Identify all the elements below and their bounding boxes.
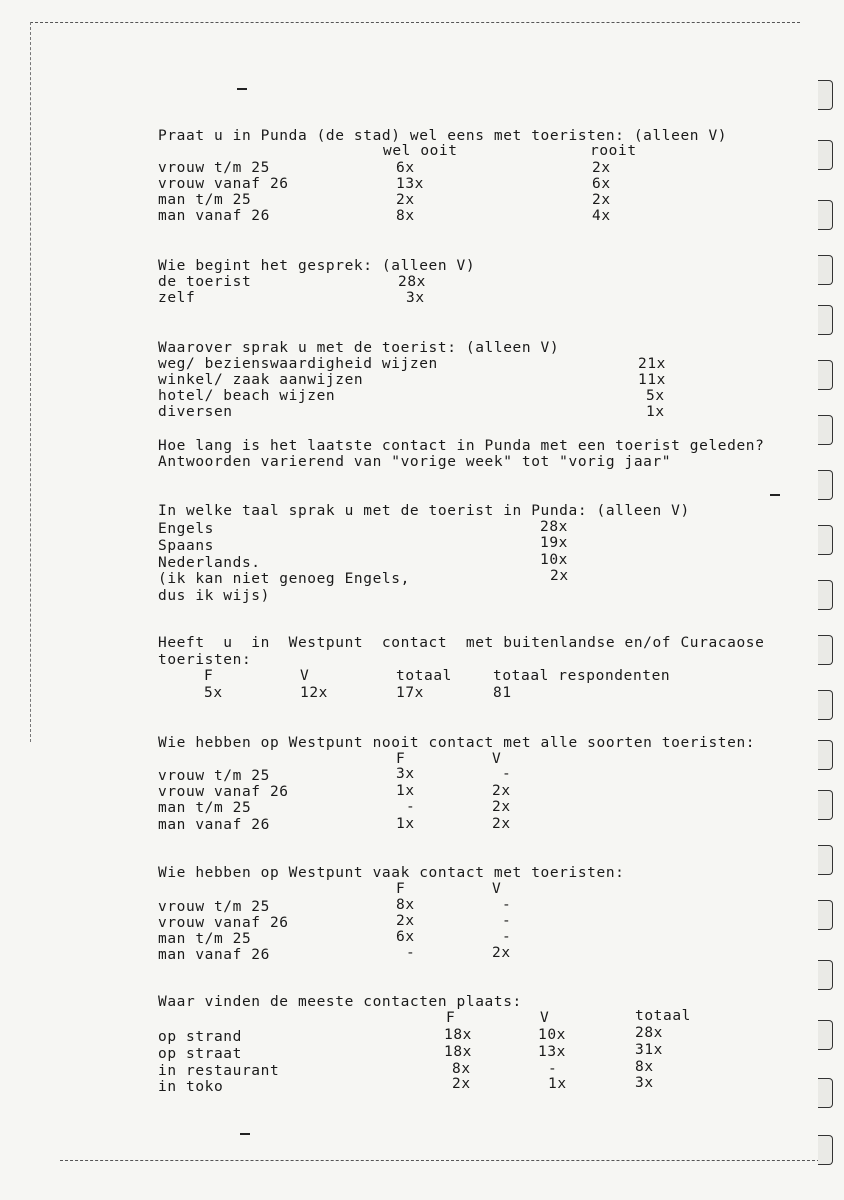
q8-title: Wie hebben op Westpunt vaak contact met toeristen: [158, 865, 625, 881]
q8-row-value: 2x [492, 945, 511, 961]
q3-row-value: 1x [646, 404, 665, 420]
q2-row-value: 3x [406, 290, 425, 306]
q9-row-label: in restaurant [158, 1063, 280, 1079]
q8-row-label: man vanaf 26 [158, 947, 270, 963]
binder-ring [818, 200, 833, 230]
top-border [30, 22, 800, 23]
q7-row-label: man vanaf 26 [158, 817, 270, 833]
q5-row-label: (ik kan niet genoeg Engels, [158, 571, 410, 587]
binder-ring [818, 525, 833, 555]
q7-row-value: 2x [492, 783, 511, 799]
q8-row-value: - [502, 897, 512, 913]
q1-row-value: 13x [396, 176, 424, 192]
q1-row-value: 2x [592, 160, 611, 176]
q9-col-totaal: totaal [635, 1008, 691, 1024]
q7-row-value: - [406, 799, 416, 815]
q8-row-value: 8x [396, 897, 415, 913]
q7-row-label: vrouw t/m 25 [158, 768, 270, 784]
q2-title: Wie begint het gesprek: (alleen V) [158, 258, 476, 274]
q7-row-value: - [502, 766, 512, 782]
q5-title: In welke taal sprak u met de toerist in Punda: (alleen V) [158, 503, 690, 519]
q5-row-value: 10x [540, 552, 568, 568]
q8-row-value: 2x [396, 913, 415, 929]
binder-ring [818, 140, 833, 170]
q1-row-value: 6x [396, 160, 415, 176]
q6-value: 81 [493, 685, 512, 701]
q6-line2: toeristen: [158, 652, 252, 668]
binder-ring [818, 1135, 833, 1165]
q5-row-value: 2x [550, 568, 569, 584]
q6-line1: Heeft u in Westpunt contact met buitenlandse en/of Curacaose [158, 635, 765, 651]
q8-row-value: - [406, 945, 416, 961]
q6-header: F [204, 668, 214, 684]
q6-value: 5x [204, 685, 223, 701]
q5-row-label: Nederlands. [158, 555, 261, 571]
q6-header: totaal respondenten [493, 668, 671, 684]
q8-row-value: - [502, 913, 512, 929]
q9-row-value: 1x [548, 1076, 567, 1092]
binder-ring [818, 740, 833, 770]
q7-row-label: man t/m 25 [158, 800, 252, 816]
q1-row-value: 2x [396, 192, 415, 208]
q8-row-label: vrouw t/m 25 [158, 899, 270, 915]
q5-row-value: 19x [540, 535, 568, 551]
q9-row-value: 18x [444, 1044, 472, 1060]
q9-row-value: 31x [635, 1042, 663, 1058]
q6-value: 12x [300, 685, 328, 701]
bottom-border [60, 1160, 820, 1161]
q2-row-value: 28x [398, 274, 426, 290]
q8-col-f: F [396, 881, 406, 897]
binder-ring [818, 790, 833, 820]
q9-row-value: 13x [538, 1044, 566, 1060]
binder-ring [818, 80, 833, 110]
q9-row-value: 3x [635, 1075, 654, 1091]
q9-row-label: in toko [158, 1079, 224, 1095]
binder-ring [818, 580, 833, 610]
q7-col-f: F [396, 751, 406, 767]
binder-ring [818, 690, 833, 720]
side-mark [770, 494, 780, 496]
q8-row-value: - [502, 929, 512, 945]
q1-row-label: man t/m 25 [158, 192, 252, 208]
bottom-mark [240, 1133, 250, 1135]
q8-row-label: vrouw vanaf 26 [158, 915, 289, 931]
q3-row-value: 11x [638, 372, 666, 388]
q1-row-value: 8x [396, 208, 415, 224]
q9-row-label: op straat [158, 1046, 242, 1062]
q8-row-label: man t/m 25 [158, 931, 252, 947]
q5-row-label: Spaans [158, 538, 214, 554]
q7-row-value: 2x [492, 816, 511, 832]
binder-ring [818, 1078, 833, 1108]
q9-row-label: op strand [158, 1029, 242, 1045]
binder-ring [818, 415, 833, 445]
q7-row-value: 1x [396, 783, 415, 799]
q9-row-value: 8x [452, 1061, 471, 1077]
q7-row-value: 3x [396, 766, 415, 782]
q3-row-label: diversen [158, 404, 233, 420]
q6-value: 17x [396, 685, 424, 701]
q8-row-value: 6x [396, 929, 415, 945]
q7-title: Wie hebben op Westpunt nooit contact met alle soorten toeristen: [158, 735, 756, 751]
q6-header: totaal [396, 668, 452, 684]
q4-line2: Antwoorden varierend van "vorige week" tot "vorig jaar" [158, 454, 672, 470]
binder-ring [818, 845, 833, 875]
q1-col-wel-ooit: wel ooit [383, 143, 458, 159]
binder-ring [818, 635, 833, 665]
q1-row-label: man vanaf 26 [158, 208, 270, 224]
q7-row-label: vrouw vanaf 26 [158, 784, 289, 800]
binder-ring [818, 1020, 833, 1050]
q3-row-label: winkel/ zaak aanwijzen [158, 372, 364, 388]
q7-row-value: 2x [492, 799, 511, 815]
q1-col-rooit: rooit [590, 143, 637, 159]
q7-col-v: V [492, 751, 502, 767]
q9-row-value: 2x [452, 1076, 471, 1092]
q3-row-label: hotel/ beach wijzen [158, 388, 336, 404]
q1-row-value: 6x [592, 176, 611, 192]
q9-col-f: F [446, 1010, 456, 1026]
q5-row-label: Engels [158, 521, 214, 537]
binder-ring [818, 960, 833, 990]
q6-header: V [300, 668, 310, 684]
q1-row-label: vrouw t/m 25 [158, 160, 270, 176]
q2-row-label: zelf [158, 290, 196, 306]
q3-row-value: 21x [638, 356, 666, 372]
q2-row-label: de toerist [158, 274, 252, 290]
q9-col-v: V [540, 1010, 550, 1026]
left-border [30, 22, 31, 742]
top-mark [237, 88, 247, 90]
binder-ring [818, 360, 833, 390]
binder-ring [818, 900, 833, 930]
q9-row-value: 10x [538, 1027, 566, 1043]
q5-row-label: dus ik wijs) [158, 588, 270, 604]
q9-row-value: 18x [444, 1027, 472, 1043]
q1-row-label: vrouw vanaf 26 [158, 176, 289, 192]
q8-col-v: V [492, 881, 502, 897]
q9-row-value: 8x [635, 1059, 654, 1075]
q1-row-value: 4x [592, 208, 611, 224]
q5-row-value: 28x [540, 519, 568, 535]
q1-row-value: 2x [592, 192, 611, 208]
q3-title: Waarover sprak u met de toerist: (alleen V) [158, 340, 560, 356]
binder-ring [818, 305, 833, 335]
q7-row-value: 1x [396, 816, 415, 832]
q3-row-value: 5x [646, 388, 665, 404]
q3-row-label: weg/ bezienswaardigheid wijzen [158, 356, 438, 372]
q1-title: Praat u in Punda (de stad) wel eens met toeristen: (alleen V) [158, 128, 728, 144]
binder-ring [818, 255, 833, 285]
binder-ring [818, 470, 833, 500]
q9-row-value: - [548, 1061, 558, 1077]
q9-row-value: 28x [635, 1025, 663, 1041]
q4-line1: Hoe lang is het laatste contact in Punda met een toerist geleden? [158, 438, 765, 454]
q9-title: Waar vinden de meeste contacten plaats: [158, 994, 522, 1010]
